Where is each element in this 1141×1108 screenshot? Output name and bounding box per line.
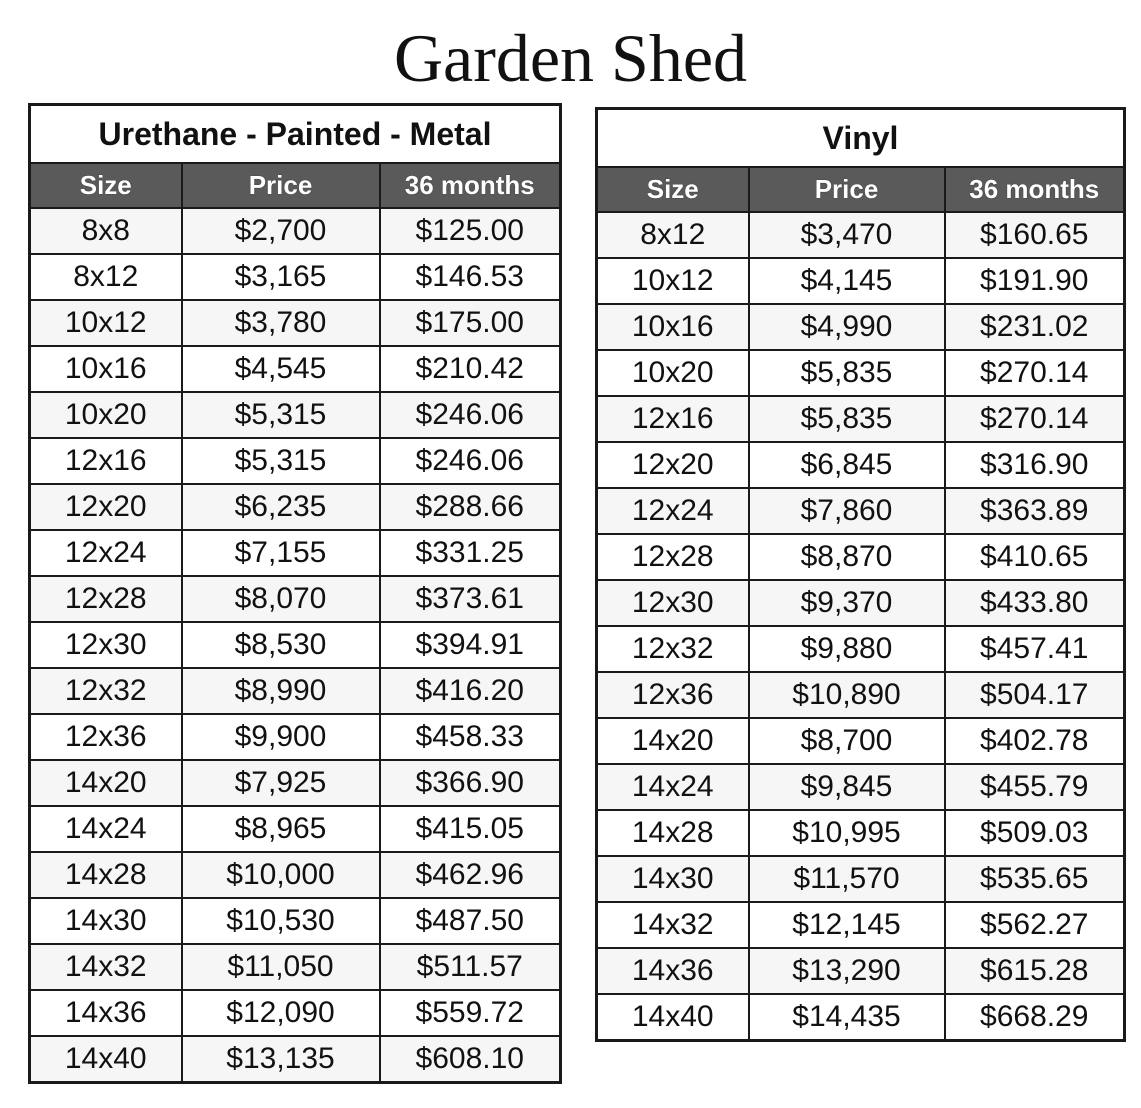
monthly-payment-cell: $535.65 [945,856,1125,902]
size-cell: 14x20 [597,718,749,764]
table-row [597,258,1125,304]
monthly-payment-cell: $457.41 [945,626,1125,672]
table-row [597,902,1125,948]
table-row [597,212,1125,258]
table-row [30,484,561,530]
monthly-payment-cell: $615.28 [945,948,1125,994]
table-title: Urethane - Painted - Metal [30,105,561,164]
monthly-payment-cell: $270.14 [945,396,1125,442]
table-row [30,576,561,622]
monthly-payment-cell: $458.33 [380,714,561,760]
size-cell: 14x32 [597,902,749,948]
table-row [597,626,1125,672]
price-cell: $10,890 [749,672,945,718]
table-row [597,396,1125,442]
size-cell: 12x20 [30,484,182,530]
size-cell: 12x16 [597,396,749,442]
table-row [30,392,561,438]
table-row [597,488,1125,534]
price-cell: $9,900 [182,714,380,760]
table-row [30,760,561,806]
column-header-36-months: 36 months [945,167,1125,212]
page-title: Garden Shed [393,20,748,96]
vinyl-price-table [595,107,1126,1042]
column-header-price: Price [749,167,945,212]
size-cell: 14x24 [597,764,749,810]
table-row [597,304,1125,350]
monthly-payment-cell: $608.10 [380,1036,561,1083]
size-cell: 12x32 [597,626,749,672]
table-row [597,948,1125,994]
price-cell: $5,835 [749,350,945,396]
price-cell: $14,435 [749,994,945,1041]
price-cell: $8,070 [182,576,380,622]
price-cell: $6,845 [749,442,945,488]
price-cell: $11,050 [182,944,380,990]
table-row [597,672,1125,718]
monthly-payment-cell: $246.06 [380,438,561,484]
monthly-payment-cell: $504.17 [945,672,1125,718]
monthly-payment-cell: $366.90 [380,760,561,806]
price-cell: $3,470 [749,212,945,258]
price-cell: $6,235 [182,484,380,530]
table-row [30,300,561,346]
monthly-payment-cell: $415.05 [380,806,561,852]
table-row [30,346,561,392]
table-row [30,530,561,576]
size-cell: 12x20 [597,442,749,488]
monthly-payment-cell: $246.06 [380,392,561,438]
price-cell: $11,570 [749,856,945,902]
price-cell: $3,780 [182,300,380,346]
size-cell: 12x24 [597,488,749,534]
price-cell: $7,860 [749,488,945,534]
monthly-payment-cell: $511.57 [380,944,561,990]
monthly-payment-cell: $487.50 [380,898,561,944]
size-cell: 12x28 [30,576,182,622]
monthly-payment-cell: $146.53 [380,254,561,300]
size-cell: 12x16 [30,438,182,484]
price-cell: $9,845 [749,764,945,810]
price-cell: $8,965 [182,806,380,852]
size-cell: 14x28 [597,810,749,856]
price-cell: $9,880 [749,626,945,672]
monthly-payment-cell: $363.89 [945,488,1125,534]
table-row [597,994,1125,1041]
size-cell: 14x30 [597,856,749,902]
monthly-payment-cell: $373.61 [380,576,561,622]
price-cell: $13,290 [749,948,945,994]
table-title: Vinyl [597,109,1125,168]
size-cell: 14x28 [30,852,182,898]
monthly-payment-cell: $433.80 [945,580,1125,626]
size-cell: 10x16 [597,304,749,350]
size-cell: 8x8 [30,208,182,254]
table-row [30,254,561,300]
price-cell: $3,165 [182,254,380,300]
price-cell: $10,000 [182,852,380,898]
size-cell: 10x12 [30,300,182,346]
size-cell: 14x40 [30,1036,182,1083]
table-row [597,764,1125,810]
table-row [597,442,1125,488]
size-cell: 14x24 [30,806,182,852]
monthly-payment-cell: $160.65 [945,212,1125,258]
table-row [30,852,561,898]
table-row [30,990,561,1036]
monthly-payment-cell: $331.25 [380,530,561,576]
table-row [30,668,561,714]
price-cell: $8,700 [749,718,945,764]
price-cell: $12,145 [749,902,945,948]
monthly-payment-cell: $410.65 [945,534,1125,580]
size-cell: 12x36 [30,714,182,760]
monthly-payment-cell: $394.91 [380,622,561,668]
metal-price-table [28,103,562,1084]
column-header-size: Size [30,163,182,208]
size-cell: 14x30 [30,898,182,944]
size-cell: 12x36 [597,672,749,718]
table-row [597,718,1125,764]
price-cell: $10,995 [749,810,945,856]
size-cell: 10x16 [30,346,182,392]
size-cell: 14x36 [597,948,749,994]
size-cell: 12x32 [30,668,182,714]
monthly-payment-cell: $416.20 [380,668,561,714]
table-row [30,1036,561,1083]
size-cell: 12x28 [597,534,749,580]
table-row [597,534,1125,580]
price-cell: $8,870 [749,534,945,580]
price-cell: $4,990 [749,304,945,350]
price-cell: $10,530 [182,898,380,944]
price-cell: $4,545 [182,346,380,392]
size-cell: 8x12 [30,254,182,300]
monthly-payment-cell: $231.02 [945,304,1125,350]
monthly-payment-cell: $270.14 [945,350,1125,396]
size-cell: 10x20 [30,392,182,438]
size-cell: 14x40 [597,994,749,1041]
table-row [30,622,561,668]
size-cell: 12x24 [30,530,182,576]
table-body [597,212,1125,1041]
monthly-payment-cell: $668.29 [945,994,1125,1041]
monthly-payment-cell: $559.72 [380,990,561,1036]
monthly-payment-cell: $462.96 [380,852,561,898]
monthly-payment-cell: $455.79 [945,764,1125,810]
monthly-payment-cell: $175.00 [380,300,561,346]
table-body [30,208,561,1083]
price-cell: $7,155 [182,530,380,576]
price-cell: $8,530 [182,622,380,668]
monthly-payment-cell: $210.42 [380,346,561,392]
monthly-payment-cell: $402.78 [945,718,1125,764]
size-cell: 12x30 [30,622,182,668]
size-cell: 12x30 [597,580,749,626]
monthly-payment-cell: $288.66 [380,484,561,530]
monthly-payment-cell: $509.03 [945,810,1125,856]
size-cell: 8x12 [597,212,749,258]
price-cell: $5,315 [182,392,380,438]
price-cell: $8,990 [182,668,380,714]
size-cell: 14x20 [30,760,182,806]
column-header-36-months: 36 months [380,163,561,208]
monthly-payment-cell: $125.00 [380,208,561,254]
price-cell: $12,090 [182,990,380,1036]
table-row [30,806,561,852]
table-row [597,856,1125,902]
table-row [30,898,561,944]
monthly-payment-cell: $562.27 [945,902,1125,948]
price-cell: $5,835 [749,396,945,442]
size-cell: 10x20 [597,350,749,396]
price-cell: $4,145 [749,258,945,304]
table-row [30,438,561,484]
table-row [597,350,1125,396]
price-cell: $13,135 [182,1036,380,1083]
size-cell: 10x12 [597,258,749,304]
column-header-price: Price [182,163,380,208]
price-cell: $2,700 [182,208,380,254]
table-row [30,944,561,990]
price-cell: $7,925 [182,760,380,806]
size-cell: 14x32 [30,944,182,990]
monthly-payment-cell: $316.90 [945,442,1125,488]
monthly-payment-cell: $191.90 [945,258,1125,304]
table-row [30,208,561,254]
table-row [597,580,1125,626]
price-cell: $5,315 [182,438,380,484]
size-cell: 14x36 [30,990,182,1036]
column-header-size: Size [597,167,749,212]
table-row [597,810,1125,856]
table-row [30,714,561,760]
price-cell: $9,370 [749,580,945,626]
